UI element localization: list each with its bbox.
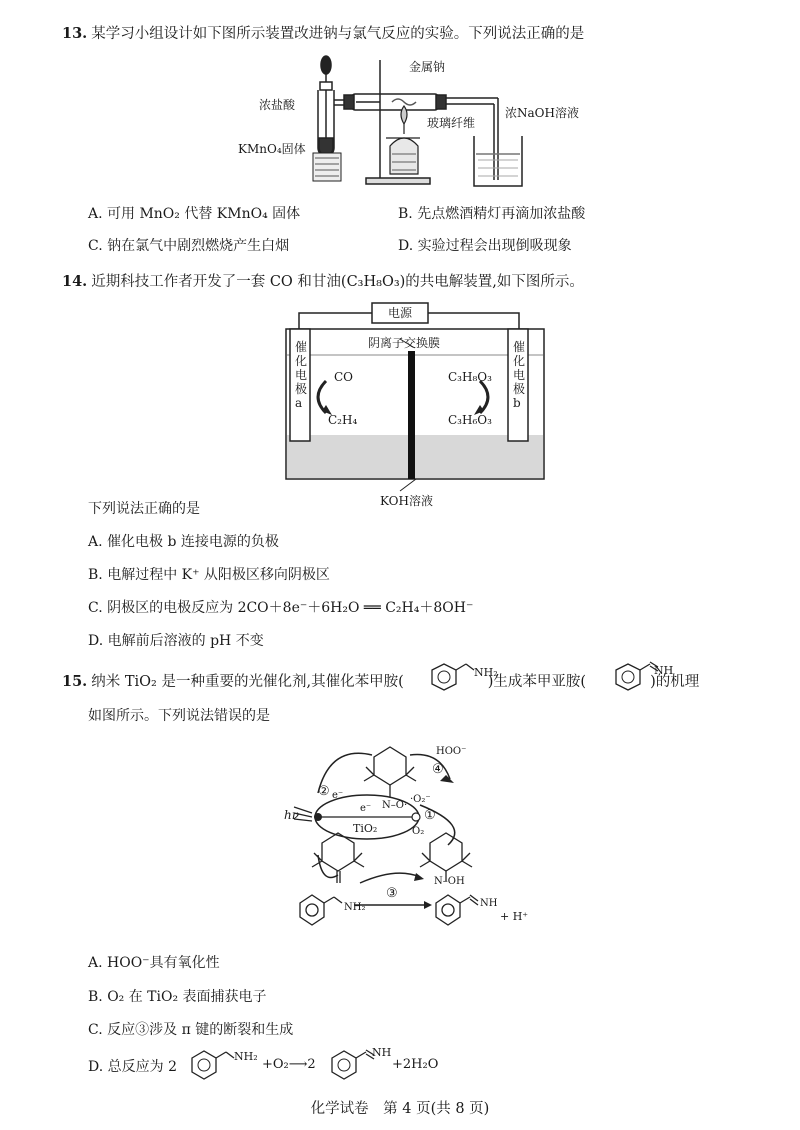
label-glycerol: C₃H₈O₃ bbox=[448, 370, 492, 384]
label-n-o-radical: N–O· bbox=[382, 800, 408, 811]
page-footer: 化学试卷 第 4 页(共 8 页) bbox=[310, 1101, 490, 1117]
q13-number: 13. bbox=[62, 25, 88, 42]
label-c3h6o3: C₃H₆O₃ bbox=[448, 413, 492, 427]
label-step1: ① bbox=[424, 808, 436, 823]
q15-mechanism-diagram bbox=[0, 735, 800, 935]
label-kmno4: KMnO₄固体 bbox=[238, 142, 306, 156]
label-conc-hcl: 浓盐酸 bbox=[259, 98, 296, 112]
label-hoo: HOO⁻ bbox=[436, 746, 467, 757]
label-glass-fiber: 玻璃纤维 bbox=[427, 116, 476, 130]
q13-stem-text: 某学习小组设计如下图所示装置改进钠与氯气反应的实验。下列说法正确的是 bbox=[91, 26, 585, 42]
q14-electrolysis-diagram bbox=[0, 295, 800, 495]
label-co: CO bbox=[334, 370, 354, 384]
q15-stem-a: 纳米 TiO₂ 是一种重要的光催化剂,其催化苯甲胺( bbox=[91, 674, 404, 690]
label-hv: hν bbox=[284, 808, 300, 822]
q14-option-b: B. 电解过程中 K⁺ 从阳极区移向阴极区 bbox=[88, 567, 330, 583]
q14-stem bbox=[62, 270, 584, 291]
q15-option-c: C. 反应③涉及 π 键的断裂和生成 bbox=[88, 1022, 294, 1038]
q15-option-d-mid2: +2H₂O bbox=[392, 1057, 439, 1072]
label-step4: ④ bbox=[432, 762, 444, 777]
q15-number: 15. bbox=[62, 673, 88, 690]
piperidine-hydroxylamine bbox=[420, 833, 472, 881]
label-electrode-b: 催化电极b bbox=[513, 340, 526, 410]
label-membrane: 阴离子交换膜 bbox=[368, 336, 441, 350]
q15-stem-c: )的机理 bbox=[650, 674, 700, 690]
label-nh-bottom: NH bbox=[480, 898, 498, 909]
q15-option-a: A. HOO⁻具有氧化性 bbox=[88, 955, 220, 971]
q15-option-b: B. O₂ 在 TiO₂ 表面捕获电子 bbox=[88, 989, 267, 1005]
inline-nh: NH bbox=[654, 664, 674, 677]
inline-nh2: NH₂ bbox=[474, 666, 498, 679]
benzylamine-inline-structure bbox=[422, 662, 482, 696]
q14-stem-text: 近期科技工作者开发了一套 CO 和甘油(C₃H₈O₃)的共电解装置,如下图所示。 bbox=[91, 274, 584, 290]
wood-block-left bbox=[313, 153, 341, 181]
label-e-left: e⁻ bbox=[332, 790, 344, 801]
reaction-tube bbox=[344, 94, 498, 180]
label-h-plus: + H⁺ bbox=[500, 910, 529, 923]
q15-stem-b: )生成苯甲亚胺( bbox=[487, 674, 587, 690]
label-n-oh: N–OH bbox=[434, 876, 465, 887]
benzylamine-structure bbox=[300, 895, 342, 925]
option-d-nh: NH bbox=[372, 1046, 392, 1059]
q14-prompt: 下列说法正确的是 bbox=[88, 501, 200, 517]
q14-option-c: C. 阴极区的电极反应为 2CO＋8e⁻＋6H₂O ══ C₂H₄＋8OH⁻ bbox=[88, 600, 474, 616]
q13-option-d: D. 实验过程会出现倒吸现象 bbox=[398, 238, 572, 254]
option-d-benzylamine bbox=[186, 1046, 236, 1080]
label-o2-radical: ·O₂⁻ bbox=[410, 794, 431, 805]
q15-stem-line2: 如图所示。下列说法错误的是 bbox=[88, 708, 270, 724]
label-tio2: TiO₂ bbox=[353, 822, 378, 835]
label-nh2-bottom: NH₂ bbox=[344, 902, 366, 913]
q15-option-d-mid1: +O₂⟶2 bbox=[262, 1057, 316, 1072]
q13-option-a: A. 可用 MnO₂ 代替 KMnO₄ 固体 bbox=[88, 206, 301, 222]
label-step3: ③ bbox=[386, 886, 398, 901]
q14-option-d: D. 电解前后溶液的 pH 不变 bbox=[88, 633, 264, 649]
label-koh: KOH溶液 bbox=[380, 494, 433, 508]
q13-stem bbox=[62, 22, 584, 43]
label-naoh: 浓NaOH溶液 bbox=[505, 106, 579, 120]
q13-option-b: B. 先点燃酒精灯再滴加浓盐酸 bbox=[398, 206, 586, 222]
alcohol-lamp bbox=[386, 106, 420, 174]
q15-option-d-prefix: D. 总反应为 2 bbox=[88, 1059, 177, 1075]
label-sodium: 金属钠 bbox=[409, 60, 446, 74]
membrane-bar bbox=[408, 351, 415, 479]
q14-option-a: A. 催化电极 b 连接电源的负极 bbox=[88, 534, 279, 550]
q15-stem-line1 bbox=[62, 670, 699, 691]
benzylimine-structure bbox=[436, 895, 478, 925]
label-c2h4: C₂H₄ bbox=[328, 413, 358, 427]
label-o2: O₂ bbox=[412, 826, 425, 837]
label-power: 电源 bbox=[388, 306, 413, 320]
option-d-nh2: NH₂ bbox=[234, 1050, 258, 1063]
q13-option-c: C. 钠在氯气中剧烈燃烧产生白烟 bbox=[88, 238, 290, 254]
label-electrode-a: 催化电极a bbox=[295, 340, 308, 410]
option-d-benzylimine bbox=[326, 1046, 376, 1080]
label-e-band: e⁻ bbox=[360, 803, 372, 814]
label-step2: ② bbox=[318, 784, 330, 799]
q14-number: 14. bbox=[62, 273, 88, 290]
